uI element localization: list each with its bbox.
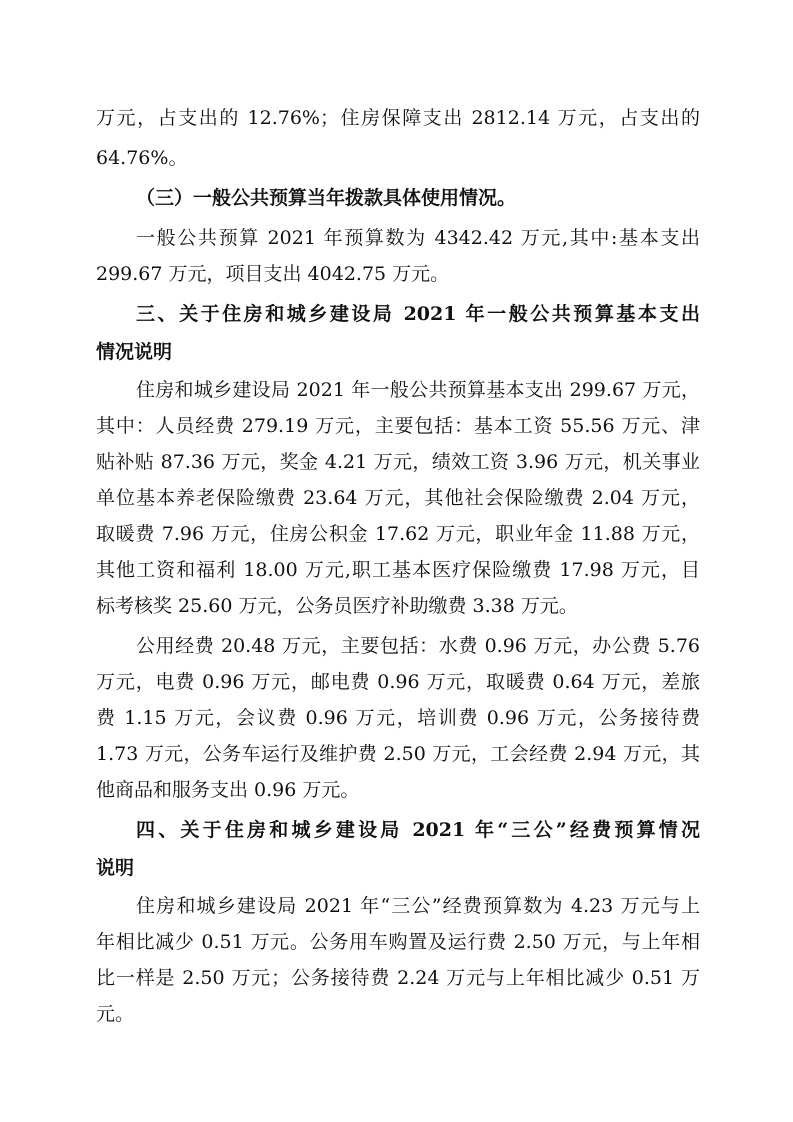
paragraph-line: 标考核奖 25.60 万元，公务员医疗补助缴费 3.38 万元。 — [96, 595, 578, 617]
section-heading: 情况说明 — [96, 341, 173, 363]
section-heading: 说明 — [96, 857, 135, 879]
paragraph-line: 单位基本养老保险缴费 23.64 万元，其他社会保险缴费 2.04 万元， — [96, 487, 700, 509]
paragraph-line: 一般公共预算 2021 年预算数为 4342.42 万元,其中:基本支出 — [136, 227, 700, 249]
paragraph-line: 299.67 万元，项目支出 4042.75 万元。 — [96, 263, 450, 285]
section-heading: （三）一般公共预算当年拨款具体使用情况。 — [136, 187, 517, 209]
paragraph-line: 元。 — [96, 1003, 135, 1025]
section-heading: 三、关于住房和城乡建设局 2021 年一般公共预算基本支出 — [136, 303, 700, 325]
paragraph-line: 比一样是 2.50 万元；公务接待费 2.24 万元与上年相比减少 0.51 万 — [96, 967, 700, 989]
paragraph-line: 费 1.15 万元，会议费 0.96 万元，培训费 0.96 万元，公务接待费 — [96, 707, 700, 729]
paragraph-line: 贴补贴 87.36 万元，奖金 4.21 万元，绩效工资 3.96 万元，机关事业 — [96, 451, 700, 473]
paragraph-line: 万元，占支出的 12.76%；住房保障支出 2812.14 万元，占支出的 — [96, 107, 700, 129]
paragraph-line: 其中：人员经费 279.19 万元，主要包括：基本工资 55.56 万元、津 — [96, 415, 700, 437]
paragraph-line: 他商品和服务支出 0.96 万元。 — [96, 779, 360, 801]
paragraph-line: 住房和城乡建设局 2021 年“三公”经费预算数为 4.23 万元与上 — [136, 895, 700, 917]
paragraph-line: 1.73 万元，公务车运行及维护费 2.50 万元，工会经费 2.94 万元，其 — [96, 743, 700, 765]
paragraph-line: 64.76%。 — [96, 147, 188, 169]
paragraph-line: 住房和城乡建设局 2021 年一般公共预算基本支出 299.67 万元， — [136, 379, 700, 401]
paragraph-line: 其他工资和福利 18.00 万元,职工基本医疗保险缴费 17.98 万元，目 — [96, 559, 700, 581]
paragraph-line: 公用经费 20.48 万元，主要包括：水费 0.96 万元，办公费 5.76 — [136, 635, 700, 657]
paragraph-line: 取暖费 7.96 万元，住房公积金 17.62 万元，职业年金 11.88 万元， — [96, 523, 700, 545]
paragraph-line: 万元，电费 0.96 万元，邮电费 0.96 万元，取暖费 0.64 万元，差旅 — [96, 671, 700, 693]
section-heading: 四、关于住房和城乡建设局 2021 年“三公”经费预算情况 — [136, 819, 700, 841]
paragraph-line: 年相比减少 0.51 万元。公务用车购置及运行费 2.50 万元，与上年相 — [96, 931, 700, 953]
